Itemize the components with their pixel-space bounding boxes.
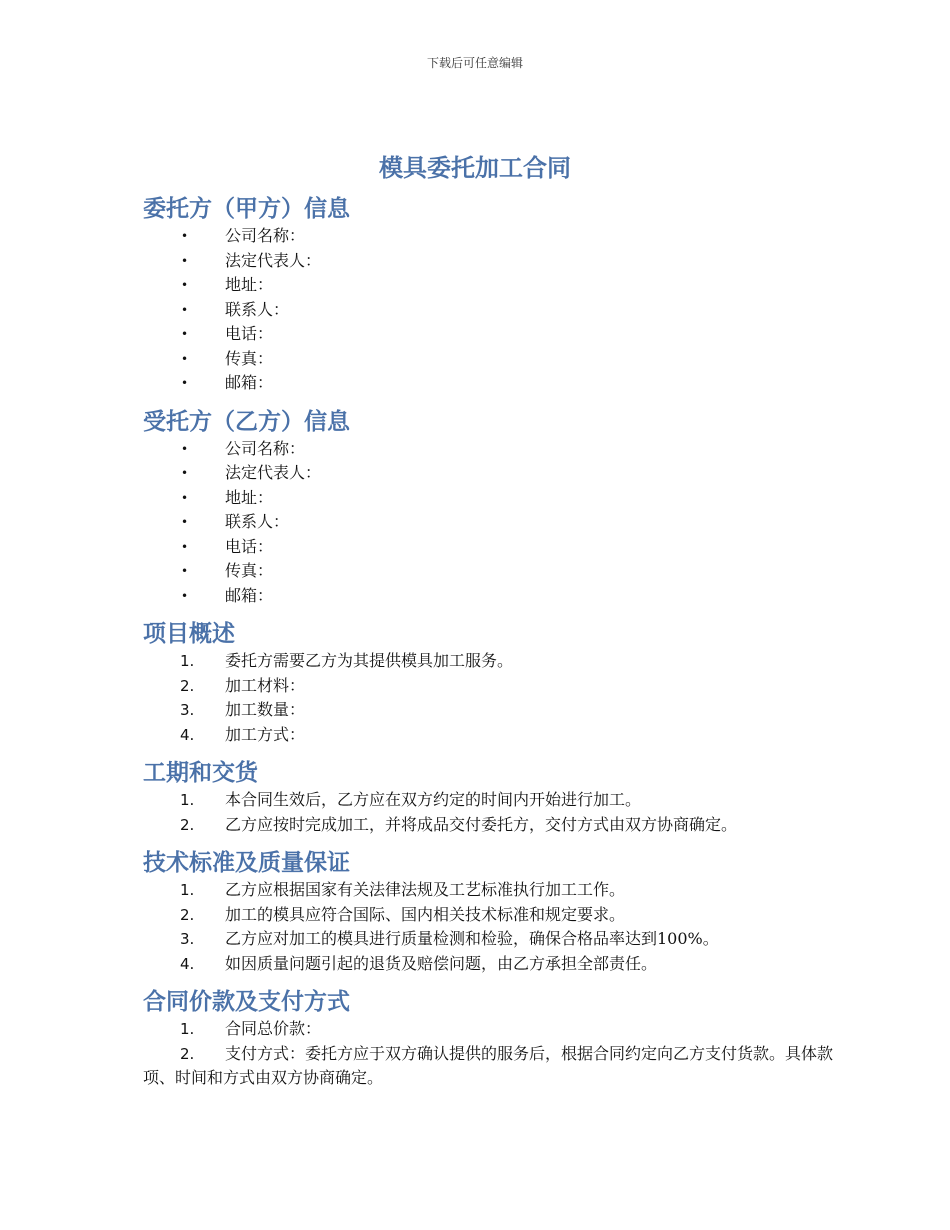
section-price-payment	[143, 987, 843, 1091]
bullet-icon: •	[181, 253, 189, 268]
section-heading: 工期和交货	[143, 760, 258, 786]
header-note: 下载后可任意编辑	[426, 56, 523, 70]
list-item: • 公司名称：	[143, 224, 843, 249]
list-item: • 法定代表人：	[143, 249, 843, 274]
item-number: 4.	[180, 725, 195, 744]
list-item: 2. 支付方式：委托方应于双方确认提供的服务后，根据合同约定向乙方支付货款。具体款项、时间和方式由双方协商确定。	[143, 1043, 834, 1087]
item-number: 1.	[180, 652, 195, 670]
list-item: 1. 合同总价款：	[143, 1017, 843, 1042]
bullet-icon: •	[181, 564, 189, 578]
list-item: • 传真：	[143, 559, 843, 584]
list-item: • 电话：	[143, 322, 843, 347]
list-item: 3. 乙方应对加工的模具进行质量检测和检验，确保合格品率达到100%。	[143, 927, 843, 952]
list-item: • 邮箱：	[143, 371, 843, 396]
list-item: 1. 乙方应根据国家有关法律法规及工艺标准执行加工工作。	[143, 878, 843, 903]
list-item: 2. 加工材料：	[143, 674, 843, 699]
bullet-icon: •	[181, 302, 189, 317]
list-item: 2. 加工的模具应符合国际、国内相关技术标准和规定要求。	[143, 903, 843, 928]
numbered-list	[143, 1017, 843, 1091]
list-item: 1. 本合同生效后，乙方应在双方约定的时间内开始进行加工。	[143, 788, 843, 813]
list-item: • 联系人：	[143, 298, 843, 323]
bullet-icon: •	[181, 229, 189, 243]
list-item: 3. 加工数量：	[143, 698, 843, 723]
bullet-list	[143, 437, 843, 609]
item-number: 2.	[180, 815, 195, 834]
list-item: • 电话：	[143, 535, 843, 560]
section-heading: 项目概述	[143, 621, 235, 647]
list-item: 1. 委托方需要乙方为其提供模具加工服务。	[143, 649, 843, 674]
list-item: • 公司名称：	[143, 437, 843, 462]
list-item: • 法定代表人：	[143, 461, 843, 486]
list-item: • 地址：	[143, 273, 843, 298]
item-number: 4.	[180, 954, 195, 973]
item-number: 2.	[180, 676, 195, 695]
bullet-icon: •	[181, 327, 189, 341]
section-heading: 委托方（甲方）信息	[143, 196, 350, 222]
item-number: 1.	[180, 881, 195, 899]
item-number: 3.	[180, 701, 195, 719]
section-project-overview	[143, 619, 843, 747]
bullet-icon: •	[181, 376, 189, 390]
document-body	[143, 194, 843, 1102]
bullet-icon: •	[181, 278, 189, 292]
section-party-a	[143, 194, 843, 396]
list-item: • 联系人：	[143, 510, 843, 535]
document-title: 模具委托加工合同	[379, 154, 571, 182]
numbered-list	[143, 649, 843, 747]
item-number: 3.	[180, 930, 195, 948]
bullet-icon: •	[181, 490, 189, 505]
section-heading: 合同价款及支付方式	[143, 989, 350, 1015]
list-item: 4. 如因质量问题引起的退货及赔偿问题，由乙方承担全部责任。	[143, 952, 843, 977]
bullet-icon: •	[181, 466, 189, 480]
bullet-icon: •	[181, 515, 189, 529]
item-number: 2.	[180, 1044, 195, 1063]
section-schedule-delivery	[143, 758, 843, 837]
item-number: 1.	[180, 791, 195, 809]
item-number: 1.	[180, 1020, 195, 1038]
bullet-list	[143, 224, 843, 396]
bullet-icon: •	[181, 441, 189, 456]
numbered-list	[143, 788, 843, 837]
list-item: • 邮箱：	[143, 584, 843, 609]
section-heading: 受托方（乙方）信息	[143, 408, 350, 435]
item-number: 2.	[180, 905, 195, 924]
numbered-list	[143, 878, 843, 976]
bullet-icon: •	[181, 588, 189, 603]
bullet-icon: •	[181, 539, 189, 554]
list-item: 4. 加工方式：	[143, 723, 843, 748]
list-item: • 地址：	[143, 486, 843, 511]
list-item: • 传真：	[143, 347, 843, 372]
section-heading: 技术标准及质量保证	[143, 850, 350, 876]
list-item: 2. 乙方应按时完成加工，并将成品交付委托方，交付方式由双方协商确定。	[143, 813, 843, 838]
bullet-icon: •	[181, 351, 189, 366]
section-party-b	[143, 407, 843, 609]
section-quality-assurance	[143, 848, 843, 976]
